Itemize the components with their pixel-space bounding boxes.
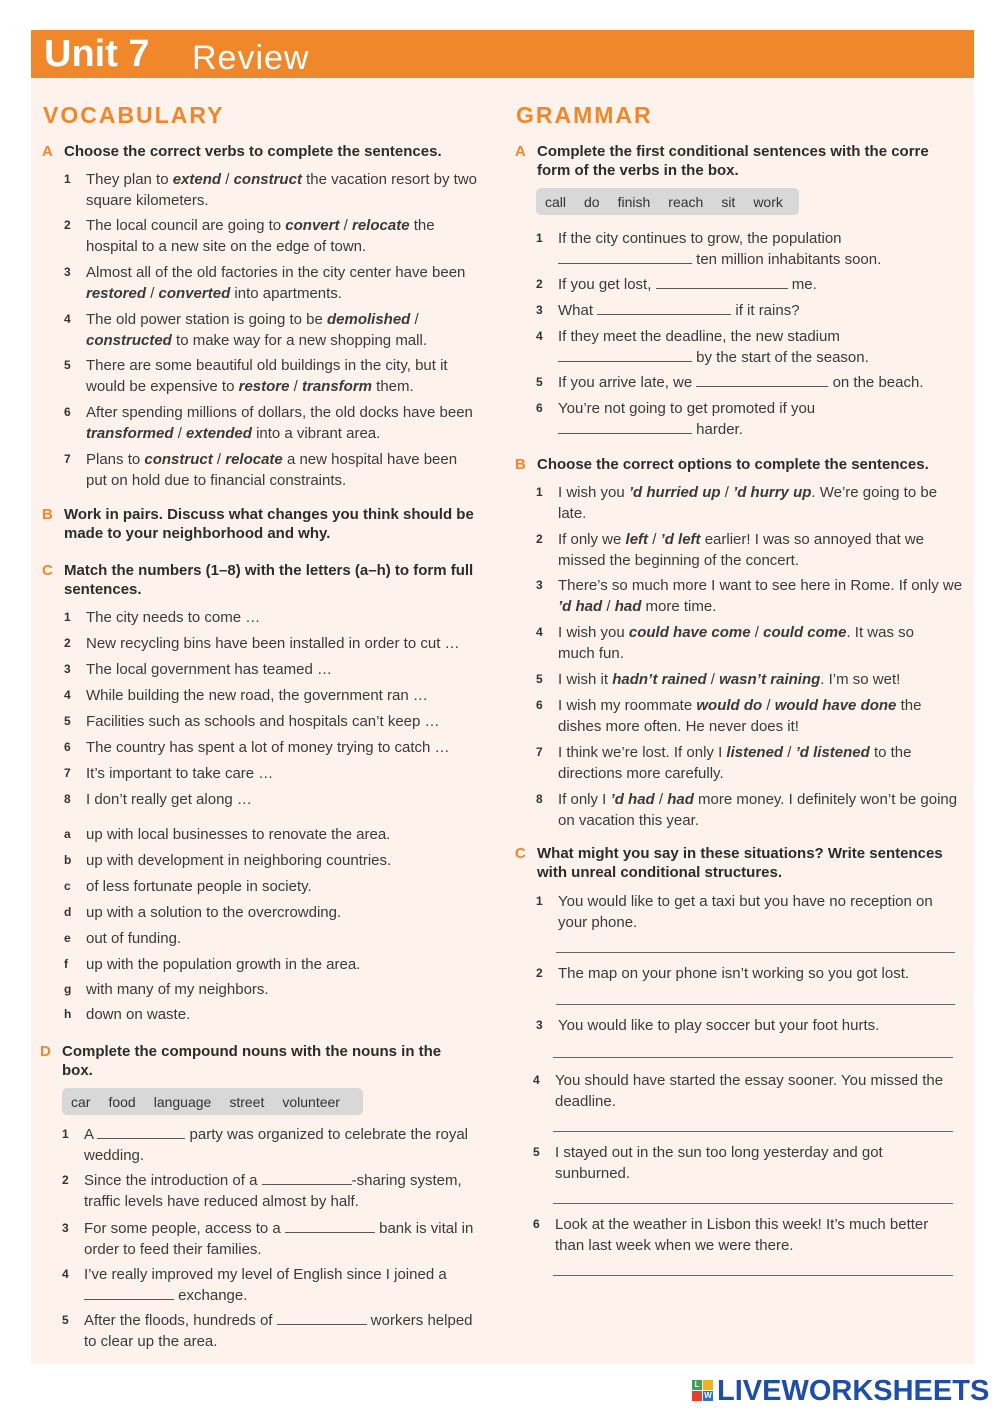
option-1[interactable]: extend — [172, 171, 222, 188]
item-number: 2 — [536, 277, 543, 291]
item-text: I wish it — [558, 671, 613, 688]
item-text: them. — [372, 378, 414, 395]
item-text: Since the introduction of a — [84, 1172, 262, 1189]
option-1[interactable]: would do — [696, 697, 763, 714]
item-text: I stayed out in the sun too long yesterday and got sunburned. — [555, 1144, 883, 1182]
vocab-d-instruction — [40, 1042, 452, 1080]
item-text: if it rains? — [731, 302, 800, 319]
match-number-7 — [64, 763, 496, 784]
item-text: . I’m so wet! — [820, 671, 901, 688]
item-text: the hospital to a new site on the edge of town. — [86, 217, 435, 255]
match-letter-h — [64, 1004, 496, 1025]
item-number: 1 — [62, 1127, 69, 1141]
item-text: a new hospital have been put on hold due to financial constraints. — [86, 451, 458, 489]
box-word: finish — [617, 193, 651, 210]
answer-blank[interactable] — [262, 1170, 352, 1185]
item-number: 1 — [64, 610, 71, 624]
match-letter-e — [64, 928, 496, 949]
item-number: 1 — [536, 485, 543, 499]
item-number: 4 — [62, 1267, 69, 1281]
item-text: exchange. — [174, 1287, 248, 1304]
item-text: Facilities such as schools and hospitals can’t keep … — [86, 713, 440, 730]
item-number: 5 — [64, 714, 71, 728]
option-1[interactable]: hadn’t rained — [612, 671, 707, 688]
item-number: 8 — [64, 792, 71, 806]
option-1[interactable]: ’d had — [558, 598, 603, 615]
item-text: You would like to get a taxi but you have no reception on your phone. — [558, 893, 933, 931]
grammar-a-item-4 — [536, 326, 958, 368]
vocab-c-instruction — [42, 561, 484, 599]
grammar-c-instruction — [515, 844, 957, 882]
answer-blank[interactable] — [558, 249, 692, 264]
grammar-b-instruction — [515, 455, 957, 474]
logo-letter-l: L — [692, 1380, 702, 1390]
answer-blank[interactable] — [656, 274, 788, 289]
review-title: Review — [192, 39, 310, 77]
item-number: 7 — [64, 766, 71, 780]
item-text: to the directions more carefully. — [558, 744, 912, 782]
section-letter: C — [515, 845, 526, 862]
option-2[interactable]: ’d left — [660, 531, 701, 548]
answer-blank[interactable] — [558, 347, 692, 362]
item-text: You should have started the essay sooner. You missed the deadline. — [555, 1072, 944, 1110]
section-letter: A — [515, 143, 526, 160]
vocab-a-item-7: 7 Plans to construct / relocate a new hospital have been put on hold due to financial constraints. — [64, 451, 458, 489]
item-text: I think we’re lost. If only I — [558, 744, 727, 761]
item-text: into apartments. — [230, 285, 342, 302]
option-2[interactable]: converted — [158, 285, 231, 302]
item-number: 1 — [64, 172, 71, 186]
item-text: I’ve really improved my level of English since I joined a — [84, 1266, 447, 1283]
item-text: . We’re going to be late. — [558, 484, 938, 522]
item-letter: h — [64, 1007, 72, 1021]
vocab-a-item-4: 4 The old power station is going to be demolished / constructed to make way for a new shopping mall. — [64, 311, 427, 349]
item-text: While building the new road, the government ran … — [86, 687, 428, 704]
option-2[interactable]: relocate — [352, 217, 410, 234]
item-number: 6 — [64, 405, 71, 419]
grammar-b-item-1: 1 I wish you ’d hurried up / ’d hurry up. We’re going to be late. — [536, 484, 938, 522]
option-2[interactable]: ’d hurry up — [733, 484, 812, 501]
item-number: 7 — [536, 745, 543, 759]
item-text: up with local businesses to renovate the area. — [86, 826, 391, 843]
item-text: There’s so much more I want to see here in Rome. If only we — [558, 577, 963, 594]
option-2[interactable]: would have done — [774, 697, 897, 714]
grammar-c-item-5 — [533, 1142, 955, 1184]
item-number: 4 — [536, 625, 543, 639]
match-number-6 — [64, 737, 496, 758]
answer-line-1[interactable] — [556, 952, 955, 953]
box-word: work — [753, 193, 783, 210]
instruction-text: Choose the correct options to complete the sentences. — [537, 456, 929, 473]
option-1[interactable]: transformed — [86, 425, 174, 442]
item-text: more money. I definitely won’t be going on vacation this year. — [558, 791, 958, 829]
item-text: workers helped to clear up the area. — [84, 1312, 473, 1350]
option-1[interactable]: could have come — [628, 624, 751, 641]
item-text: more time. — [641, 598, 717, 615]
item-text: The map on your phone isn’t working so you got lost. — [558, 965, 910, 982]
item-number: 2 — [536, 532, 543, 546]
instruction-text: Choose the correct verbs to complete the sentences. — [64, 143, 442, 160]
item-text: What — [558, 302, 598, 319]
item-number: 5 — [64, 358, 71, 372]
item-text: If only I — [558, 791, 611, 808]
item-number: 2 — [536, 966, 543, 980]
grammar-a-word-box — [536, 188, 799, 215]
option-1[interactable]: listened — [726, 744, 784, 761]
grammar-a-item-3 — [536, 300, 958, 321]
item-letter: f — [64, 957, 68, 971]
match-number-8 — [64, 789, 496, 810]
item-text: -sharing system, traffic levels have reduced almost by half. — [84, 1172, 462, 1210]
grammar-b-item-6: 6 I wish my roommate would do / would have done the dishes more often. He never does it! — [536, 697, 922, 735]
vocab-a-instruction — [42, 142, 484, 161]
item-text: Plans to — [86, 451, 145, 468]
vocab-d-item-1 — [62, 1124, 489, 1166]
match-number-5 — [64, 711, 496, 732]
item-text: . It was so much fun. — [558, 624, 914, 662]
option-2[interactable]: relocate — [225, 451, 283, 468]
item-text: If the city continues to grow, the population — [558, 230, 842, 247]
answer-blank[interactable] — [597, 300, 731, 315]
instruction-text: Complete the first conditional sentences with the corre form of the verbs in the box. — [537, 143, 929, 179]
item-number: 1 — [536, 894, 543, 908]
item-text: For some people, access to a — [84, 1220, 285, 1237]
item-text: out of funding. — [86, 930, 182, 947]
section-letter: C — [42, 562, 53, 579]
answer-line-6[interactable] — [553, 1275, 953, 1276]
item-text: The local government has teamed … — [86, 661, 332, 678]
item-number: 3 — [62, 1221, 69, 1235]
match-letter-d — [64, 902, 496, 923]
option-2[interactable]: had — [667, 791, 694, 808]
item-text: You would like to play soccer but your foot hurts. — [558, 1017, 880, 1034]
logo-letter-w: W — [704, 1391, 712, 1400]
item-number: 2 — [64, 636, 71, 650]
item-number: 8 — [536, 792, 543, 806]
answer-blank[interactable] — [97, 1124, 185, 1139]
item-text: by the start of the season. — [692, 349, 869, 366]
item-text: ten million inhabitants soon. — [692, 251, 882, 268]
item-number: 4 — [536, 329, 543, 343]
option-2[interactable]: extended — [186, 425, 252, 442]
option-1[interactable]: left — [625, 531, 649, 548]
box-word: sit — [721, 193, 736, 210]
instruction-text: Complete the compound nouns with the nouns in the box. — [62, 1043, 442, 1079]
grammar-b-item-2: 2 If only we left / ’d left earlier! I was so annoyed that we missed the beginning of the concert. — [536, 531, 925, 569]
item-text: I wish you — [558, 484, 629, 501]
option-1[interactable]: construct — [144, 451, 213, 468]
item-number: 3 — [536, 578, 543, 592]
box-word: call — [545, 193, 567, 210]
item-number: 5 — [536, 375, 543, 389]
item-number: 6 — [533, 1217, 540, 1231]
option-2[interactable]: constructed — [86, 332, 172, 349]
grammar-heading: GRAMMAR — [516, 102, 653, 128]
answer-blank[interactable] — [558, 419, 692, 434]
item-text: bank is vital in order to feed their families. — [84, 1220, 474, 1258]
item-number: 3 — [64, 662, 71, 676]
grammar-b-item-4: 4 I wish you could have come / could come. It was so much fun. — [536, 624, 914, 662]
grammar-c-item-6 — [533, 1214, 960, 1256]
item-text: Almost all of the old factories in the city center have been — [86, 264, 466, 281]
title-banner — [31, 30, 974, 78]
vocab-d-item-5 — [62, 1310, 489, 1352]
grammar-c-item-3 — [536, 1015, 958, 1036]
item-number: 3 — [536, 303, 543, 317]
match-letter-g — [64, 979, 496, 1000]
option-2[interactable]: transform — [301, 378, 372, 395]
grammar-c-item-1 — [536, 891, 958, 933]
grammar-b-item-8: 8 If only I ’d had / had more money. I definitely won’t be going on vacation this year. — [536, 791, 958, 829]
match-letter-a — [64, 824, 496, 845]
vocab-a-item-1: 1 They plan to extend / construct the vacation resort by two square kilometers. — [64, 171, 478, 209]
option-2[interactable]: had — [614, 598, 642, 615]
grammar-c-item-4 — [533, 1070, 955, 1112]
section-letter: D — [40, 1043, 51, 1060]
unit-title: Unit 7 — [44, 33, 150, 75]
match-number-3 — [64, 659, 496, 680]
vocabulary-heading: VOCABULARY — [43, 102, 225, 128]
item-number: 3 — [64, 265, 71, 279]
item-text: the dishes more often. He never does it! — [558, 697, 922, 735]
vocab-a-item-3: 3 Almost all of the old factories in the city center have been restored / converted into apartments. — [64, 264, 466, 302]
answer-blank[interactable] — [277, 1310, 367, 1325]
item-number: 4 — [64, 312, 71, 326]
grammar-a-item-6 — [536, 398, 958, 440]
item-text: If you arrive late, we — [558, 374, 697, 391]
item-text: You’re not going to get promoted if you — [558, 400, 816, 417]
box-word: food — [108, 1093, 136, 1110]
item-text: earlier! I was so annoyed that we missed the beginning of the concert. — [558, 531, 925, 569]
vocab-d-item-4 — [62, 1264, 476, 1306]
match-number-1 — [64, 607, 496, 628]
answer-line-5[interactable] — [553, 1203, 953, 1204]
item-text: down on waste. — [86, 1006, 191, 1023]
box-word: street — [229, 1093, 265, 1110]
vocab-b-instruction — [42, 505, 494, 543]
item-text: into a vibrant area. — [251, 425, 381, 442]
box-word: language — [153, 1093, 212, 1110]
section-letter: B — [515, 456, 526, 473]
item-text: to make way for a new shopping mall. — [171, 332, 427, 349]
item-text: The local council are going to — [86, 217, 286, 234]
option-1[interactable]: ’d hurried up — [628, 484, 721, 501]
item-number: 7 — [64, 452, 71, 466]
section-letter: A — [42, 143, 53, 160]
instruction-text: Work in pairs. Discuss what changes you think should be made to your neighborhood and why. — [64, 506, 474, 542]
vocab-a-item-5: 5 There are some beautiful old buildings in the city, but it would be expensive to restore / transform them. — [64, 357, 448, 395]
item-number: 5 — [62, 1313, 69, 1327]
item-number: 6 — [536, 401, 543, 415]
option-1[interactable]: restore — [238, 378, 290, 395]
grammar-b-item-3: 3 There’s so much more I want to see here in Rome. If only we ’d had / had more time. — [536, 577, 963, 615]
grammar-a-item-5 — [536, 372, 958, 393]
answer-blank[interactable] — [84, 1285, 174, 1300]
logo-square-yellow — [703, 1380, 713, 1390]
match-number-2 — [64, 633, 496, 654]
item-number: 2 — [64, 218, 71, 232]
item-text: If they meet the deadline, the new stadium — [558, 328, 840, 345]
item-text: After the floods, hundreds of — [84, 1312, 277, 1329]
item-letter: c — [64, 879, 71, 893]
item-text: After spending millions of dollars, the old docks have been — [86, 404, 473, 421]
option-1[interactable]: demolished — [326, 311, 411, 328]
answer-line-4[interactable] — [553, 1131, 953, 1132]
item-text: me. — [787, 276, 817, 293]
grammar-a-item-1 — [536, 228, 958, 270]
item-text: I wish my roommate — [558, 697, 697, 714]
match-letter-c — [64, 876, 496, 897]
instruction-text: Match the numbers (1–8) with the letters (a–h) to form full sentences. — [64, 562, 474, 598]
item-text: A — [84, 1126, 98, 1143]
option-1[interactable]: convert — [285, 217, 340, 234]
section-letter: B — [42, 506, 53, 523]
match-number-4 — [64, 685, 496, 706]
option-1[interactable]: ’d had — [610, 791, 655, 808]
answer-line-3[interactable] — [553, 1057, 953, 1058]
item-letter: b — [64, 853, 72, 867]
item-number: 5 — [533, 1145, 540, 1159]
option-2[interactable]: could come — [763, 624, 847, 641]
vocab-d-item-3 — [62, 1218, 489, 1260]
liveworksheets-brand[interactable]: LIVEWORKSHEETS — [717, 1375, 990, 1407]
match-letter-b — [64, 850, 496, 871]
item-text: up with a solution to the overcrowding. — [86, 904, 342, 921]
item-text: New recycling bins have been installed in order to cut … — [86, 635, 460, 652]
item-number: 2 — [62, 1173, 69, 1187]
item-letter: e — [64, 931, 71, 945]
box-word: reach — [668, 193, 704, 210]
item-text: Look at the weather in Lisbon this week! It’s much better than last week when we were there. — [555, 1216, 929, 1254]
item-number: 1 — [536, 231, 543, 245]
item-number: 3 — [536, 1018, 543, 1032]
grammar-b-item-5: 5 I wish it hadn’t rained / wasn’t raining. I’m so wet! — [536, 671, 901, 688]
item-text: I wish you — [558, 624, 629, 641]
item-number: 6 — [64, 740, 71, 754]
item-text: up with development in neighboring countries. — [86, 852, 392, 869]
grammar-a-item-2 — [536, 274, 958, 295]
vocab-d-item-2 — [62, 1170, 489, 1212]
answer-blank[interactable] — [696, 372, 828, 387]
item-text: of less fortunate people in society. — [86, 878, 312, 895]
vocab-a-item-6: 6 After spending millions of dollars, the old docks have been transformed / extended into a vibrant area. — [64, 404, 473, 442]
grammar-b-item-7: 7 I think we’re lost. If only I listened / ’d listened to the directions more carefully. — [536, 744, 912, 782]
liveworksheets-logo-icon — [692, 1380, 714, 1402]
box-word: car — [71, 1093, 91, 1110]
item-letter: d — [64, 905, 72, 919]
match-letter-f — [64, 954, 496, 975]
item-text: It’s important to take care … — [86, 765, 274, 782]
item-text: The old power station is going to be — [86, 311, 327, 328]
grammar-a-instruction — [515, 142, 947, 180]
item-text: with many of my neighbors. — [86, 981, 269, 998]
item-number: 4 — [64, 688, 71, 702]
answer-line-2[interactable] — [556, 1004, 955, 1005]
item-text: harder. — [692, 421, 743, 438]
logo-square-red — [692, 1391, 702, 1401]
item-text: party was organized to celebrate the royal wedding. — [84, 1126, 469, 1164]
item-text: If you get lost, — [558, 276, 656, 293]
item-text: on the beach. — [828, 374, 924, 391]
answer-blank[interactable] — [285, 1218, 375, 1233]
box-word: do — [584, 193, 600, 210]
item-number: 5 — [536, 672, 543, 686]
option-2[interactable]: wasn’t raining — [719, 671, 821, 688]
item-text: the vacation resort by two square kilometers. — [86, 171, 478, 209]
item-letter: a — [64, 827, 71, 841]
item-letter: g — [64, 982, 72, 996]
item-text: The country has spent a lot of money trying to catch … — [86, 739, 450, 756]
item-text: I don’t really get along … — [86, 791, 252, 808]
vocab-a-item-2: 2 The local council are going to convert / relocate the hospital to a new site on the edge of town. — [64, 217, 435, 255]
item-text: up with the population growth in the area. — [86, 956, 361, 973]
instruction-text: What might you say in these situations? Write sentences with unreal conditional structures. — [537, 845, 943, 881]
item-text: They plan to — [86, 171, 173, 188]
option-2[interactable]: ’d listened — [795, 744, 870, 761]
box-word: volunteer — [282, 1093, 340, 1110]
item-text: There are some beautiful old buildings in the city, but it would be expensive to — [86, 357, 448, 395]
option-1[interactable]: restored — [86, 285, 147, 302]
option-2[interactable]: construct — [233, 171, 302, 188]
vocab-d-word-box — [62, 1088, 363, 1115]
grammar-c-item-2 — [536, 963, 958, 984]
item-number: 4 — [533, 1073, 540, 1087]
item-number: 6 — [536, 698, 543, 712]
item-text: The city needs to come … — [86, 609, 261, 626]
item-text: If only we — [558, 531, 626, 548]
